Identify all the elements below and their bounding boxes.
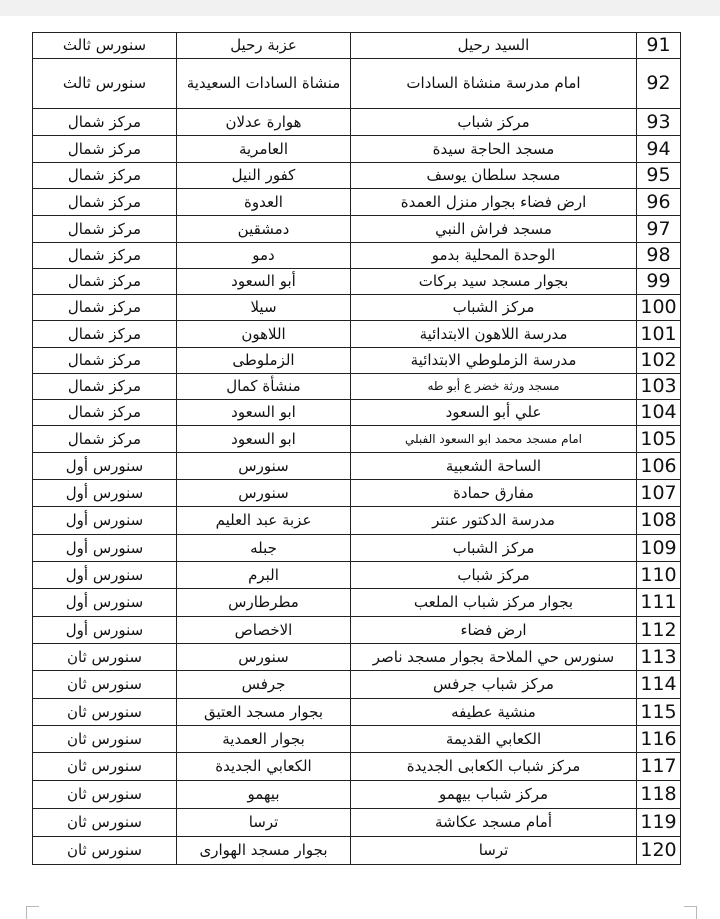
page-corner-mark-right [684, 906, 697, 919]
village-cell: بجوار مسجد العتيق [177, 699, 351, 726]
table-row [33, 726, 681, 753]
number-cell: 115 [637, 699, 681, 726]
table-row [33, 426, 681, 453]
village-cell: جرفس [177, 671, 351, 699]
village-cell: سيلا [177, 295, 351, 321]
number-cell: 116 [637, 726, 681, 753]
village-cell: منشاة السادات السعيدية [177, 59, 351, 109]
sector-cell: مركز شمال [33, 163, 177, 189]
village-cell: منشأة كمال [177, 374, 351, 400]
place-cell: الساحة الشعبية [351, 453, 637, 480]
table-row [33, 453, 681, 480]
place-cell: مدرسة اللاهون الابتدائية [351, 321, 637, 348]
place-cell: السيد رحيل [351, 33, 637, 59]
table-row [33, 480, 681, 507]
village-cell: دمو [177, 243, 351, 269]
sector-cell: سنورس ثان [33, 753, 177, 781]
sector-cell: مركز شمال [33, 136, 177, 163]
village-cell: العامرية [177, 136, 351, 163]
village-cell: هوارة عدلان [177, 109, 351, 136]
table-row [33, 189, 681, 216]
number-cell: 111 [637, 589, 681, 617]
place-cell: مسجد فراش النبي [351, 216, 637, 243]
place-cell: سنورس حي الملاحة بجوار مسجد ناصر [351, 644, 637, 671]
sector-cell: سنورس أول [33, 562, 177, 589]
village-cell: جبله [177, 535, 351, 562]
number-cell: 120 [637, 837, 681, 865]
sector-cell: مركز شمال [33, 374, 177, 400]
sector-cell: سنورس أول [33, 480, 177, 507]
village-cell: الكعابي الجديدة [177, 753, 351, 781]
number-cell: 107 [637, 480, 681, 507]
place-cell: مركز شباب الكعابى الجديدة [351, 753, 637, 781]
village-cell: بجوار مسجد الهوارى [177, 837, 351, 865]
village-cell: ابو السعود [177, 400, 351, 426]
table-row [33, 644, 681, 671]
village-cell: أبو السعود [177, 269, 351, 295]
table-row [33, 562, 681, 589]
place-cell: منشية عطيفه [351, 699, 637, 726]
table-row [33, 59, 681, 109]
number-cell: 119 [637, 809, 681, 837]
place-cell: الكعابي القديمة [351, 726, 637, 753]
village-cell: سنورس [177, 453, 351, 480]
number-cell: 94 [637, 136, 681, 163]
place-cell: مركز شباب [351, 562, 637, 589]
village-cell: سنورس [177, 480, 351, 507]
place-cell: الوحدة المحلية بدمو [351, 243, 637, 269]
table-row [33, 781, 681, 809]
number-cell: 108 [637, 507, 681, 535]
place-cell: بجوار مسجد سيد بركات [351, 269, 637, 295]
table-row [33, 269, 681, 295]
place-cell: مفارق حمادة [351, 480, 637, 507]
place-cell: ارض فضاء [351, 617, 637, 644]
place-cell: علي أبو السعود [351, 400, 637, 426]
sector-cell: مركز شمال [33, 216, 177, 243]
place-cell: ترسا [351, 837, 637, 865]
number-cell: 104 [637, 400, 681, 426]
place-cell: مدرسة الزملوطي الابتدائية [351, 348, 637, 374]
table-row [33, 837, 681, 865]
place-cell: امام مدرسة منشاة السادات [351, 59, 637, 109]
number-cell: 105 [637, 426, 681, 453]
sector-cell: سنورس ثان [33, 699, 177, 726]
village-cell: مطرطارس [177, 589, 351, 617]
village-cell: كفور النيل [177, 163, 351, 189]
place-cell: مركز شباب بيهمو [351, 781, 637, 809]
sector-cell: سنورس ثان [33, 671, 177, 699]
table-row [33, 295, 681, 321]
number-cell: 97 [637, 216, 681, 243]
place-cell: امام مسجد محمد ابو السعود الفبلي [351, 426, 637, 453]
village-cell: اللاهون [177, 321, 351, 348]
sector-cell: مركز شمال [33, 321, 177, 348]
number-cell: 96 [637, 189, 681, 216]
sector-cell: مركز شمال [33, 295, 177, 321]
table-row [33, 617, 681, 644]
table-body [33, 33, 681, 865]
sector-cell: سنورس ثان [33, 644, 177, 671]
sector-cell: سنورس ثالث [33, 59, 177, 109]
number-cell: 93 [637, 109, 681, 136]
village-cell: عزبة رحيل [177, 33, 351, 59]
sector-cell: مركز شمال [33, 189, 177, 216]
village-cell: سنورس [177, 644, 351, 671]
table-row [33, 535, 681, 562]
number-cell: 99 [637, 269, 681, 295]
number-cell: 100 [637, 295, 681, 321]
place-cell: مسجد سلطان يوسف [351, 163, 637, 189]
sector-cell: مركز شمال [33, 243, 177, 269]
sector-cell: مركز شمال [33, 269, 177, 295]
number-cell: 101 [637, 321, 681, 348]
number-cell: 112 [637, 617, 681, 644]
table-row [33, 109, 681, 136]
page-corner-mark-left [26, 906, 39, 919]
place-cell: مركز شباب [351, 109, 637, 136]
number-cell: 95 [637, 163, 681, 189]
village-cell: العدوة [177, 189, 351, 216]
table-row [33, 33, 681, 59]
table-row [33, 699, 681, 726]
table-row [33, 136, 681, 163]
sector-cell: سنورس ثان [33, 781, 177, 809]
table-row [33, 243, 681, 269]
table-row [33, 348, 681, 374]
locations-table [32, 32, 681, 865]
place-cell: مركز الشباب [351, 535, 637, 562]
village-cell: الاخصاص [177, 617, 351, 644]
sector-cell: سنورس ثان [33, 726, 177, 753]
village-cell: الزملوطى [177, 348, 351, 374]
village-cell: البرم [177, 562, 351, 589]
number-cell: 118 [637, 781, 681, 809]
number-cell: 110 [637, 562, 681, 589]
sector-cell: مركز شمال [33, 426, 177, 453]
number-cell: 102 [637, 348, 681, 374]
place-cell: بجوار مركز شباب الملعب [351, 589, 637, 617]
place-cell: مسجد الحاجة سيدة [351, 136, 637, 163]
village-cell: ابو السعود [177, 426, 351, 453]
table-row [33, 809, 681, 837]
number-cell: 91 [637, 33, 681, 59]
table-row [33, 753, 681, 781]
village-cell: عزبة عبد العليم [177, 507, 351, 535]
place-cell: مسجد ورثة خضر ع أبو طه [351, 374, 637, 400]
number-cell: 103 [637, 374, 681, 400]
table-row [33, 374, 681, 400]
place-cell: أمام مسجد عكاشة [351, 809, 637, 837]
sector-cell: سنورس ثالث [33, 33, 177, 59]
number-cell: 117 [637, 753, 681, 781]
number-cell: 92 [637, 59, 681, 109]
place-cell: مركز الشباب [351, 295, 637, 321]
table-row [33, 216, 681, 243]
place-cell: ارض فضاء بجوار منزل العمدة [351, 189, 637, 216]
sector-cell: سنورس ثان [33, 809, 177, 837]
sector-cell: سنورس أول [33, 617, 177, 644]
document-top-band [0, 0, 720, 16]
number-cell: 109 [637, 535, 681, 562]
number-cell: 113 [637, 644, 681, 671]
sector-cell: سنورس أول [33, 589, 177, 617]
sector-cell: مركز شمال [33, 109, 177, 136]
village-cell: دمشقين [177, 216, 351, 243]
sector-cell: سنورس أول [33, 507, 177, 535]
number-cell: 106 [637, 453, 681, 480]
village-cell: بيهمو [177, 781, 351, 809]
table-row [33, 507, 681, 535]
table-row [33, 163, 681, 189]
sector-cell: سنورس ثان [33, 837, 177, 865]
table-row [33, 321, 681, 348]
number-cell: 114 [637, 671, 681, 699]
village-cell: ترسا [177, 809, 351, 837]
sector-cell: سنورس أول [33, 535, 177, 562]
place-cell: مدرسة الدكتور عنتر [351, 507, 637, 535]
number-cell: 98 [637, 243, 681, 269]
table-row [33, 400, 681, 426]
sector-cell: سنورس أول [33, 453, 177, 480]
place-cell: مركز شباب جرفس [351, 671, 637, 699]
village-cell: بجوار العمدية [177, 726, 351, 753]
sector-cell: مركز شمال [33, 400, 177, 426]
sector-cell: مركز شمال [33, 348, 177, 374]
table-row [33, 589, 681, 617]
table-row [33, 671, 681, 699]
